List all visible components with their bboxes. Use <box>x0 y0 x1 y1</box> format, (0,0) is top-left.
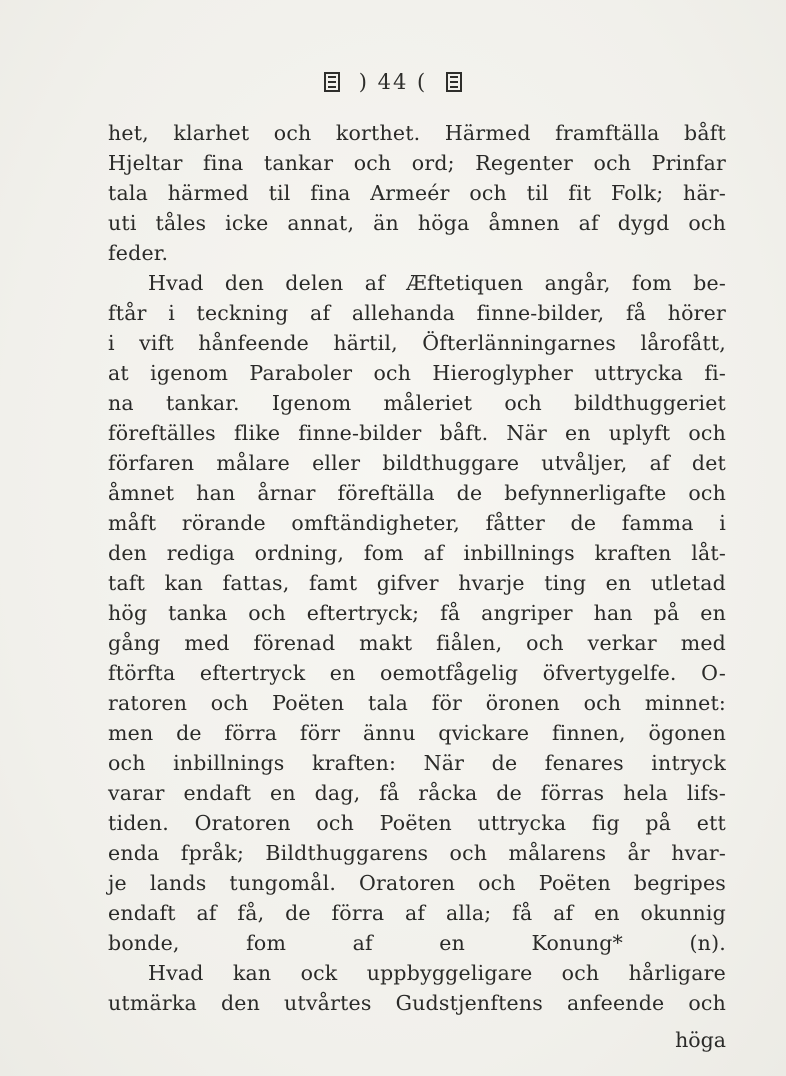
running-head <box>0 70 786 94</box>
text-line: varar endaft en dag, få råcka de förras hela lifs- <box>108 781 726 805</box>
text-line: na tankar. Igenom måleriet och bildthuggeriet <box>108 391 726 415</box>
ornament-right-icon <box>446 72 462 92</box>
text-line: uti tåles icke annat, än höga åmnen af dygd och <box>108 211 726 235</box>
text-line: je lands tungomål. Oratoren och Poëten begripes <box>108 871 726 895</box>
text-line: utmärka den utvårtes Gudstjenftens anfeende och <box>108 991 726 1015</box>
text-line: endaft af få, de förra af alla; få af en okunnig <box>108 901 726 925</box>
text-line: feder. <box>108 241 169 265</box>
text-line: åmnet han årnar föreftälla de befynnerligafte och <box>108 481 726 505</box>
text-line: gång med förenad makt fiålen, och verkar med <box>108 631 726 655</box>
text-line: i vift hånfeende härtil, Öfterlänningarnes lårofått, <box>108 331 726 355</box>
text-line: och inbillnings kraften: När de fenares intryck <box>108 751 726 775</box>
text-line: Hjeltar fina tankar och ord; Regenter och Prinfar <box>108 151 726 175</box>
text-line: ftår i teckning af allehanda finne-bilder, få hörer <box>108 301 726 325</box>
ornament-left-icon <box>324 72 340 92</box>
text-line: hög tanka och eftertryck; få angriper han på en <box>108 601 726 625</box>
page-number: ) 44 ( <box>358 70 428 94</box>
text-line: men de förra förr ännu qvickare finnen, ögonen <box>108 721 726 745</box>
text-line: enda fpråk; Bildthuggarens och målarens år hvar- <box>108 841 726 865</box>
text-line: den rediga ordning, fom af inbillnings kraften låt- <box>108 541 726 565</box>
text-line: tiden. Oratoren och Poëten uttrycka fig på ett <box>108 811 726 835</box>
text-line: förfaren målare eller bildthuggare utvåljer, af det <box>108 451 726 475</box>
text-line: ratoren och Poëten tala för öronen och minnet: <box>108 691 726 715</box>
text-line: bonde, fom af en Konung* (n). <box>108 931 726 955</box>
text-line: Hvad den delen af Æftetiquen angår, fom be- <box>148 271 726 295</box>
text-line: taft kan fattas, famt gifver hvarje ting en utletad <box>108 571 726 595</box>
catchword <box>675 1028 726 1052</box>
main-text <box>108 118 726 1018</box>
text-line: måft rörande omftändigheter, fåtter de famma i <box>108 511 726 535</box>
text-line: ftörfta eftertryck en oemotfågelig öfvertygelfe. O- <box>108 661 726 685</box>
text-line: föreftälles flike finne-bilder båft. När en uplyft och <box>108 421 726 445</box>
text-line: het, klarhet och korthet. Härmed framftälla båft <box>108 121 726 145</box>
catchword-text: höga <box>675 1028 726 1052</box>
text-line: Hvad kan ock uppbyggeligare och hårligare <box>148 961 726 985</box>
text-line: tala härmed til fina Armeér och til fit Folk; här- <box>108 181 726 205</box>
text-line: at igenom Paraboler och Hieroglypher uttrycka fi- <box>108 361 726 385</box>
